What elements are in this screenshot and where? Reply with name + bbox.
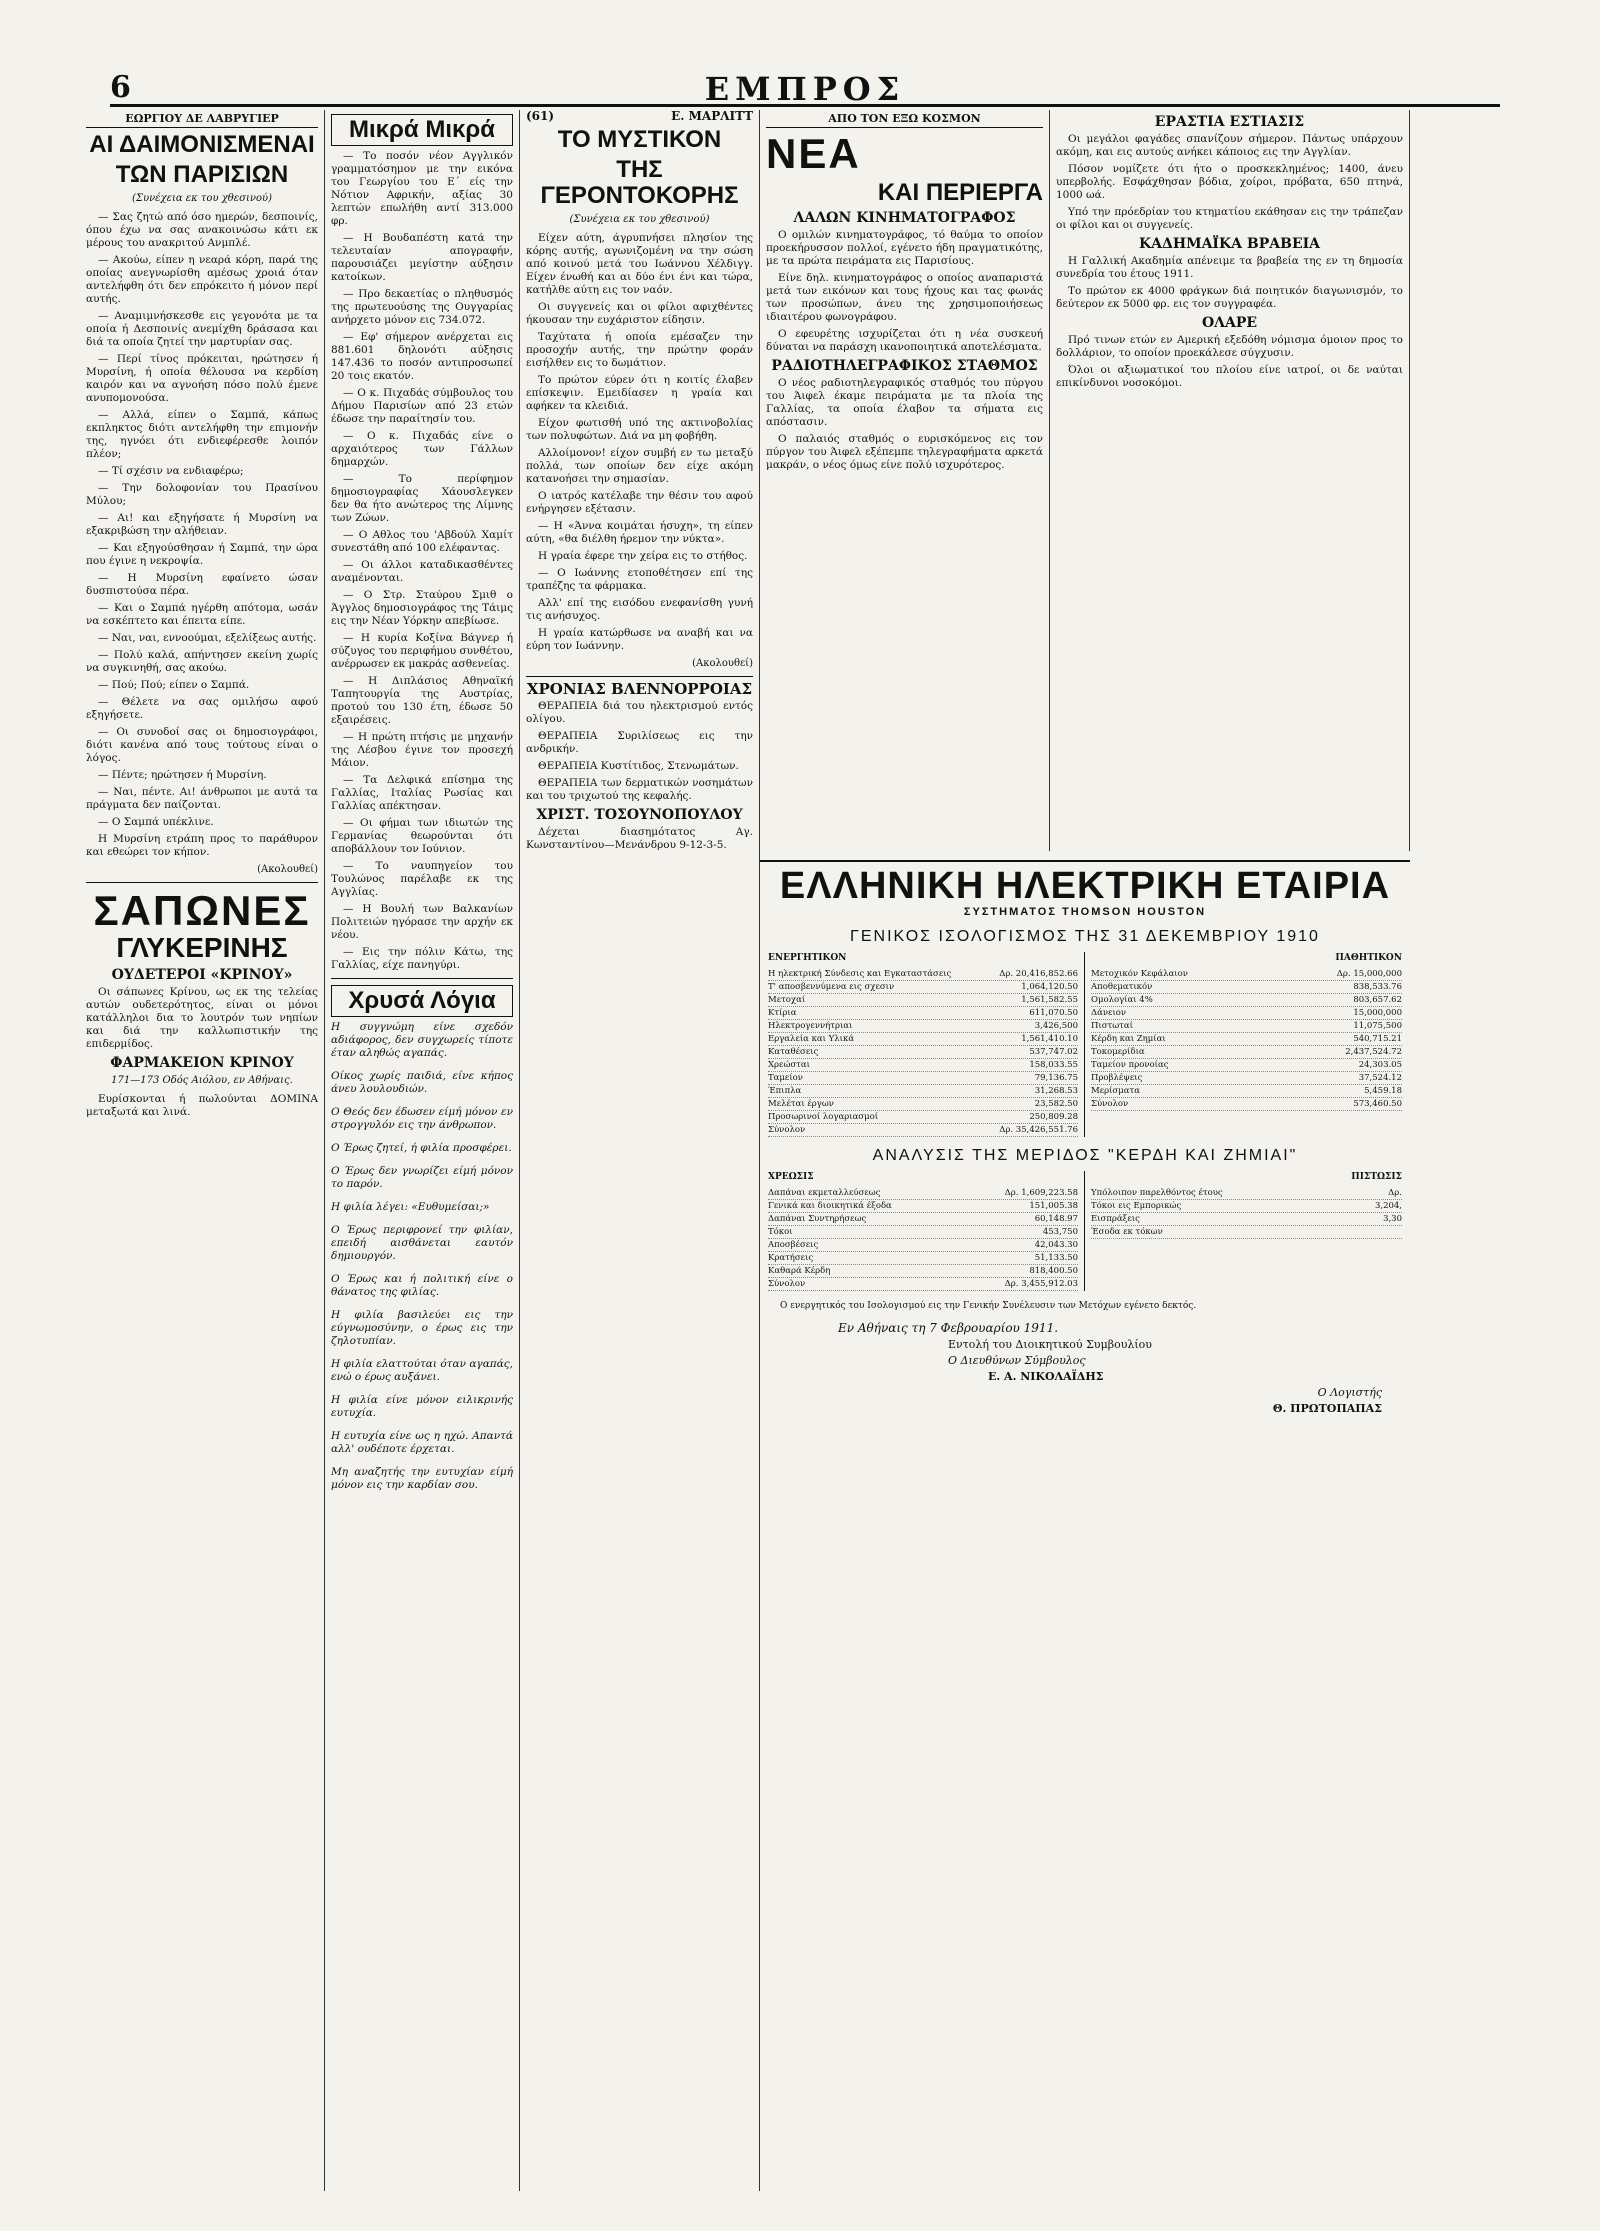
asset-row-value: 250,809.28 <box>1029 1112 1078 1122</box>
balance-table <box>768 952 1402 1137</box>
liability-row-value: Δρ. 15,000,000 <box>1336 969 1402 979</box>
serial-paragraph: — Οι συνοδοί σας οι δημοσιογράφοι, διότι κανένα από τους τούτους είναι ο λόγος. <box>86 726 318 764</box>
serial-paragraph: Η γραία έφερε την χείρα εις το στήθος. <box>538 550 748 562</box>
short-news-item: — Η πρώτη πτήσις με μηχανήν της Λέσβου έγινε τον προσεχή Μάιον. <box>331 731 513 769</box>
serial-paragraph: — Την δολοφονίαν του Πρασίνου Μύλου; <box>86 482 318 507</box>
serial-paragraph: — Πολύ καλά, απήντησεν εκείνη χωρίς να συγκινηθή, σας ακούω. <box>86 649 318 674</box>
liability-row-label: Μερίσματα <box>1091 1086 1140 1096</box>
asset-row-value: 1,561,582.55 <box>1021 995 1078 1005</box>
column-serial-marlitt <box>520 110 760 2191</box>
serial-number: (61) <box>526 110 555 123</box>
managing-director-name: Ε. Α. ΝΙΚΟΛΑΪΔΗΣ <box>988 1370 1104 1383</box>
serial-paragraph: Οι συγγενείς και οι φίλοι αφιχθέντες ήκουσαν την ευχάριστον είδησιν. <box>526 301 753 326</box>
serial-paragraph: — Αναμιμνήσκεσθε εις γεγονότα με τα οποία ή Δεσποινίς ανεμίχθη δράσασα και διά τα οποία ζητεί την μαρτυρίαν σας. <box>86 310 318 348</box>
liability-row-value: 540,715.21 <box>1353 1034 1402 1044</box>
debit-row-label: Γενικά και διοικητικά έξοδα <box>768 1201 892 1211</box>
serial-paragraph: — Τί σχέσιν να ενδιαφέρω; <box>98 465 244 477</box>
credit-row <box>1091 1187 1402 1200</box>
asset-row-value: 1,064,120.50 <box>1021 982 1078 992</box>
academy-paragraph: Το πρώτον εκ 4000 φράγκων διά ποιητικόν διαγωνισμόν, το δεύτερον εκ 5000 φρ. εις τον συγγραφέα. <box>1056 285 1403 310</box>
asset-row-label: Εργαλεία και Υλικά <box>768 1034 855 1044</box>
dollar-body <box>1056 334 1403 390</box>
debit-row-label: Δαπάναι Συντηρήσεως <box>768 1214 867 1224</box>
short-news-item: — Εις την πόλιν Κάτω, της Γαλλίας, είχε πανηγύρι. <box>331 946 513 971</box>
debits-list <box>768 1187 1078 1291</box>
debit-row-value: 42,043.30 <box>1034 1240 1078 1250</box>
serial-paragraph: — Ακούω, είπεν η νεαρά κόρη, παρά της οποίας ανεγνωρίσθη αμέσως χροιά όταν αντελήφθη ότι δεν επρόκειτο ή μόνον περί αυτής. <box>86 254 318 305</box>
section-kicker: ΑΠΟ ΤΟΝ ΕΞΩ ΚΟΣΜΟΝ <box>766 110 1043 128</box>
golden-saying: Ο Έρως και ή πολιτική είνε ο θάνατος της φιλίας. <box>331 1273 513 1298</box>
liability-row-value: 838,533.76 <box>1353 982 1402 992</box>
column-news-curious <box>760 110 1050 851</box>
asset-row-value: 537,747.02 <box>1029 1047 1078 1057</box>
asset-row <box>768 1046 1078 1059</box>
liability-row-label: Μετοχικόν Κεφάλαιον <box>1091 969 1188 979</box>
serial-paragraph: — Ο Σαμπά υπέκλινε. <box>98 816 214 828</box>
ad-medical-item: ΘΕΡΑΠΕΙΑ Κυστίτιδος, Στενωμάτων. <box>538 760 739 772</box>
debit-row-value: 151,005.38 <box>1029 1201 1078 1211</box>
credit-row-label: Υπόλοιπον παρελθόντος έτους <box>1091 1188 1223 1198</box>
radio-body <box>766 377 1043 472</box>
asset-row <box>768 1085 1078 1098</box>
short-news-title: Μικρά Μικρά <box>331 114 513 146</box>
board-mandate: Εντολή του Διοικητικού Συμβουλίου <box>948 1338 1152 1351</box>
serial-paragraph: — Και ο Σαμπά ηγέρθη απότομα, ωσάν να εσκέπτετο και έπειτα είπε. <box>86 602 318 627</box>
debit-row <box>768 1213 1078 1226</box>
newspaper-name: ΕΜΠΡΟΣ <box>704 70 906 108</box>
credit-row <box>1091 1213 1402 1226</box>
golden-saying: Ο Έρως περιφρονεί την φιλίαν, επειδή αισθάνεται εαυτόν δημιουργόν. <box>331 1224 513 1262</box>
asset-row-value: Δρ. 20,416,852.66 <box>999 969 1078 979</box>
asset-row <box>768 1059 1078 1072</box>
golden-saying: Η φιλία ελαττούται όταν αγαπάς, ενώ ο έρως αυξάνει. <box>331 1358 513 1383</box>
serial-paragraph: — Θέλετε να σας ομιλήσω αφού εξηγήσετε. <box>86 696 318 721</box>
asset-row-label: Σύνολον <box>768 1125 806 1135</box>
ad-pharmacy: ΦΑΡΜΑΚΕΙΟΝ ΚΡΙΝΟΥ <box>110 1055 294 1071</box>
liability-row-label: Δάνειον <box>1091 1008 1127 1018</box>
continuation-note: (Συνέχεια εκ του χθεσινού) <box>569 214 710 225</box>
serial-paragraph: Η γραία κατώρθωσε να αναβή και να εύρη τον Ιωάννην. <box>526 627 753 652</box>
ad-doctor-name: ΧΡΙΣΤ. ΤΟΣΟΥΝΟΠΟΥΛΟΥ <box>536 807 743 823</box>
academy-paragraph: Η Γαλλική Ακαδημία απένειμε τα βραβεία της εν τη δημοσία συνεδρία του έτους 1911. <box>1056 255 1403 280</box>
asset-row-value: 158,033.55 <box>1029 1060 1078 1070</box>
balance-title: ΓΕΝΙΚΟΣ ΙΣΟΛΟΓΙΣΜΟΣ ΤΗΣ 31 ΔΕΚΕΜΒΡΙΟΥ 1910 <box>850 928 1320 945</box>
feast-paragraph: Οι μεγάλοι φαγάδες σπανίζουν σήμερον. Πάντως υπάρχουν ακόμη, και εις αυτούς ανήκει κάποιος εις την Αγγλίαν. <box>1056 133 1403 158</box>
liability-row <box>1091 1033 1402 1046</box>
short-news-item: — Το ναυπηγείον του Τουλώνος παρέλαβε εκ της Αγγλίας. <box>331 860 513 898</box>
profit-loss-table <box>768 1171 1402 1291</box>
serial-title-2: ΤΩΝ ΠΑΡΙΣΙΩΝ <box>115 161 289 188</box>
golden-saying: Ο Θεός δεν έδωσεν είμή μόνον εν στρογγυλόν εις την άνθρωπον. <box>331 1106 513 1131</box>
short-news-item: — Η κυρία Κοξίνα Βάγνερ ή σύζυγος του περιφήμου συνθέτου, ανέρρωσεν εκ μακράς ασθενείας. <box>331 632 513 670</box>
assets-heading: ΕΝΕΡΓΗΤΙΚΟΝ <box>768 953 847 963</box>
liability-row-label: Ταμείον προνοίας <box>1091 1060 1169 1070</box>
liability-row <box>1091 994 1402 1007</box>
company-name: ΕΛΛΗΝΙΚΗ ΗΛΕΚΤΡΙΚΗ ΕΤΑΙΡΙΑ <box>779 865 1391 907</box>
debit-row-label: Τόκοι <box>768 1227 793 1237</box>
short-news-item: — Ο Στρ. Σταύρου Σμιθ ο Άγγλος δημοσιογράφος της Τάιμς εις την Νέαν Υόρκην απεβίωσε. <box>331 589 513 627</box>
author-kicker: ΕΩΡΓΙΟΥ ΔΕ ΛΑΒΡΥΓΙΕΡ <box>86 110 318 128</box>
liability-row-label: Τοκομερίδια <box>1091 1047 1145 1057</box>
golden-words-title: Χρυσά Λόγια <box>331 985 513 1017</box>
liability-row <box>1091 1007 1402 1020</box>
asset-row <box>768 1020 1078 1033</box>
liability-row-value: 11,075,500 <box>1353 1021 1402 1031</box>
cinema-body <box>766 229 1043 354</box>
golden-saying: Η ευτυχία είνε ως η ηχώ. Απαντά αλλ' ουδέποτε έρχεται. <box>331 1430 513 1455</box>
golden-saying: Η φιλία βασιλεύει εις την εύγνωμοσύνην, ο έρως εις την ζηλοτυπίαν. <box>331 1309 513 1347</box>
liability-row-label: Προβλέψεις <box>1091 1073 1143 1083</box>
short-news-item: — Οι φήμαι των ιδιωτών της Γερμανίας θεωρούνται ότι αποβάλλουν τον Ιούνιον. <box>331 817 513 855</box>
asset-row-label: Έπιπλα <box>768 1086 802 1096</box>
company-balance-sheet <box>760 860 1410 2190</box>
debit-row-label: Αποσβέσεις <box>768 1240 819 1250</box>
to-be-continued: (Ακολουθεί) <box>257 864 318 875</box>
serial-paragraph: — Ναι, πέντε. Αι! άνθρωποι με αυτά τα πράγματα δεν παίζονται. <box>86 786 318 811</box>
golden-saying: Η συγγνώμη είνε σχεδόν αδιάφορος, δεν συγχωρείς τίποτε έταν αληθώς αγαπάς. <box>331 1021 513 1059</box>
serial-paragraph: — Αλλά, είπεν ο Σαμπά, κάπως εκπληκτος διότι αντελήφθη την επιμονήν της, ηγνόει ότι ενδιεφέρεσθε λοιπόν πλέον; <box>86 409 318 460</box>
column-short-news <box>325 110 520 2191</box>
accountant-title: Ο Λογιστής <box>1317 1386 1382 1399</box>
short-news-item: — Τα Δελφικά επίσημα της Γαλλίας, Ιταλίας Ρωσίας και Γαλλίας απέκτησαν. <box>331 774 513 812</box>
credit-row-value: 3,204, <box>1374 1201 1402 1211</box>
assets-list <box>768 968 1078 1137</box>
liability-row <box>1091 1098 1402 1111</box>
short-news-item: — Ο Αθλος του 'Αβδούλ Χαμίτ συνεστάθη από 100 ελέφαντας. <box>331 529 513 554</box>
feast-title: ΕΡΑΣΤΙΑ ΕΣΤΙΑΣΙΣ <box>1154 114 1305 130</box>
credits-list <box>1091 1187 1402 1239</box>
debit-row-label: Σύνολον <box>768 1279 806 1289</box>
serial-paragraph: — Η «Άννα κοιμάται ήσυχη», τη είπεν αύτη, «θα διέλθη ήρεμον την νύκτα». <box>526 520 753 545</box>
serial-paragraph: — Περί τίνος πρόκειται, ηρώτησεν ή Μυρσίνη, ή οποία θέλουσα να κερδίση καιρόν και να αγνοήση πόσο πολύ έμενε ανυπομονούσα. <box>86 353 318 404</box>
liability-row-value: 573,460.50 <box>1353 1099 1402 1109</box>
ad-glycerin-title: ΓΛΥΚΕΡΙΝΗΣ <box>116 932 288 963</box>
asset-row <box>768 1111 1078 1124</box>
liability-row <box>1091 1046 1402 1059</box>
page-number: 6 <box>110 70 131 105</box>
liability-row-value: 24,303.05 <box>1358 1060 1402 1070</box>
accountant-name: Θ. ΠΡΩΤΟΠΑΠΑΣ <box>1272 1402 1382 1415</box>
golden-saying: Η φιλία είνε μόνον ειλικρινής ευτυχία. <box>331 1394 513 1419</box>
company-system: ΣΥΣΤΗΜΑΤΟΣ THOMSON HOUSTON <box>963 906 1207 918</box>
debit-row <box>768 1239 1078 1252</box>
debit-row-value: 453,750 <box>1042 1227 1078 1237</box>
academy-title: ΚΑΔΗΜΑΪΚΑ ΒΡΑΒΕΙΑ <box>1138 236 1321 252</box>
liability-row <box>1091 1059 1402 1072</box>
asset-row-label: Τ' αποσβεννύμενα εις σχεσιν <box>768 982 895 992</box>
debit-row-value: 51,133.50 <box>1034 1253 1078 1263</box>
serial-paragraph: — Η Μυρσίνη εφαίνετο ώσαν δυσπιστούσα πέρα. <box>86 572 318 597</box>
debit-row <box>768 1265 1078 1278</box>
liability-row-value: 5,459.18 <box>1364 1086 1402 1096</box>
ad-bottom: Ευρίσκονται ή πωλούνται ΔΟΜΙΝΑ μεταξωτά και λινά. <box>86 1093 318 1118</box>
liability-row <box>1091 968 1402 981</box>
credit-row <box>1091 1200 1402 1213</box>
serial-paragraph: — Ο Ιωάννης ετοποθέτησεν επί της τραπέζης τα φάρμακα. <box>526 567 753 592</box>
asset-row-value: 3,426,500 <box>1034 1021 1078 1031</box>
continuation-note: (Συνέχεια εκ του χθεσινού) <box>132 193 272 204</box>
issue-date: Εν Αθήναις τη 7 Φεβρουαρίου 1911. <box>838 1321 1059 1335</box>
short-news-item: — Η Βουλή των Βαλκανίων Πολιτειών ηγόρασε την αρχήν εκ νέου. <box>331 903 513 941</box>
credit-row-label: Τόκοι εις Εμπορικώς <box>1091 1201 1182 1211</box>
short-news-item: — Η Διπλάσιος Αθηναϊκή Ταπητουργία της Αυστρίας, προτού του 130 έτη, έδωσε 50 εξαιρέσεις. <box>331 675 513 726</box>
credit-row-value: Δρ. <box>1388 1188 1402 1198</box>
debit-row-label: Κρατήσεις <box>768 1253 814 1263</box>
asset-row <box>768 981 1078 994</box>
golden-words-list <box>331 1021 513 1492</box>
golden-saying: Ο Έρως ζητεί, ή φιλία προσφέρει. <box>331 1142 512 1154</box>
serial-paragraph: — Πέντε; ηρώτησεν ή Μυρσίνη. <box>98 769 267 781</box>
asset-row-label: Προσωρινοί λογαριασμοί <box>768 1112 879 1122</box>
ad-medical-item: ΘΕΡΑΠΕΙΑ διά του ηλεκτρισμού εντός ολίγου. <box>526 700 753 725</box>
serial-paragraph: — Σας ζητώ από όσο ημερών, δεσποινίς, όπου έχω να σας ανακοινώσω κάτι εκ μέρους του ανακριτού Ανμπλέ. <box>86 211 318 249</box>
serial-body <box>86 211 318 859</box>
radio-paragraph: Ο παλαιός σταθμός ο ευρισκόμενος εις τον πύργον του Άιφελ εξέπεμπε τηλεγραφήματα αρκετά μακράν, ο νέος όμως είνε πολύ ισχυρότερος. <box>766 433 1043 471</box>
liability-row-label: Κέρδη και Ζημίαι <box>1091 1034 1166 1044</box>
asset-row-label: Η ηλεκτρική Σύνδεσις και Εγκαταστάσεις <box>768 969 952 979</box>
serial-author: Ε. ΜΑΡΛΙΤΤ <box>671 110 753 123</box>
cinema-title: ΛΑΛΩΝ ΚΙΝΗΜΑΤΟΓΡΑΦΟΣ <box>793 210 1016 226</box>
asset-row-label: Ηλεκτρογεννήτριαι <box>768 1021 853 1031</box>
feast-paragraph: Πόσον νομίζετε ότι ήτο ο προσκεκλημένος; 1400, άνευ υπερβολής. Εσφάχθησαν βόδια, χοίροι, πρόβατα, 650 πτηνά, 1000 ωά. <box>1056 163 1403 201</box>
to-be-continued: (Ακολουθεί) <box>692 658 753 669</box>
asset-row-label: Μελέται έργων <box>768 1099 834 1109</box>
liabilities-heading: ΠΑΘΗΤΙΚΟΝ <box>1335 953 1402 963</box>
ad-soaps-title: ΣΑΠΩΝΕΣ <box>93 887 311 934</box>
cinema-paragraph: Είνε δηλ. κινηματογράφος ο οποίος αναπαριστά μετά των εικόνων και τους ήχους και τας φωνάς των προσώπων, άνευ της χρησιμοποιήσεως ιδιαιτέρου φωνογράφου. <box>766 272 1043 323</box>
debit-row-value: 818,400.50 <box>1029 1266 1078 1276</box>
debit-row <box>768 1200 1078 1213</box>
academy-body <box>1056 255 1403 311</box>
liability-row-value: 37,524.12 <box>1358 1073 1402 1083</box>
asset-row-value: 79,136.75 <box>1034 1073 1078 1083</box>
credit-row-value <box>1398 1226 1402 1238</box>
serial-paragraph: — Πού; Πού; είπεν ο Σαμπά. <box>98 679 250 691</box>
asset-row-label: Μετοχαί <box>768 995 806 1005</box>
liability-row-label: Αποθεματικόν <box>1091 982 1153 992</box>
asset-row-value: 31,268.53 <box>1034 1086 1078 1096</box>
serial-paragraph: Αλλοίμονον! είχον συμβή εν τω μεταξύ πολλά, των οποίων δεν είχε ακόμη κατανοήσει την σημασίαν. <box>526 447 753 485</box>
serial-paragraph: Είχον φωτισθή υπό της ακτινοβολίας των πολυφώτων. Διά να μη φοβήθη. <box>526 417 753 442</box>
liability-row <box>1091 1072 1402 1085</box>
radio-paragraph: Ο νέος ραδιοτηλεγραφικός σταθμός του πύργου του Άιφελ έκαμε πειράματα με τα πλοία της Γαλλίας, τα οποία έλαβον τα σήματα εις απόστασιν. <box>766 377 1043 428</box>
asset-row <box>768 1072 1078 1085</box>
debit-row <box>768 1252 1078 1265</box>
feast-body <box>1056 133 1403 232</box>
golden-saying: Ο Έρως δεν γνωρίζει είμή μόνον το παρόν. <box>331 1165 513 1190</box>
asset-row-value: 1,561,410.10 <box>1021 1034 1078 1044</box>
liability-row-label: Πιστωταί <box>1091 1021 1133 1031</box>
signature-block <box>948 1337 1402 1417</box>
asset-row-value: 611,070.50 <box>1029 1008 1078 1018</box>
serial-paragraph: Ταχύτατα ή οποία εμέσαζεν την προσοχήν αυτής, την πρώτην φοράν εισήλθεν εις το δωμάτιον. <box>526 331 753 369</box>
debit-row-value: Δρ. 3,455,912.03 <box>1004 1279 1078 1289</box>
credit-heading: ΠΙΣΤΩΣΙΣ <box>1351 1172 1402 1182</box>
debit-row <box>768 1226 1078 1239</box>
liability-row-label: Σύνολον <box>1091 1099 1129 1109</box>
serial-title-1: ΑΙ ΔΑΙΜΟΝΙΣΜΕΝΑΙ <box>89 131 315 158</box>
short-news-item: — Εφ' σήμερον ανέρχεται εις 881.601 δηλονότι αύξησις 147.436 το ποσόν αντιπροσωπεί 20 τοις εκατόν. <box>331 331 513 382</box>
serial-paragraph: Το πρώτον εύρεν ότι η κοιτίς έλαβεν επίσκεψιν. Εμειδίασεν η γραία και αφήκεν τα κλειδιά. <box>526 374 753 412</box>
asset-row <box>768 1098 1078 1111</box>
ad-doctor-hours: Δέχεται διασημότατος Αγ. Κωνσταντίνου—Μενάνδρου 9-12-3-5. <box>526 826 753 851</box>
liability-row-value: 803,657.62 <box>1353 995 1402 1005</box>
cinema-paragraph: Ο εφευρέτης ισχυρίζεται ότι η νέα συσκευή δύναται να παράσχη ικανοποιητικά αποτελέσματα. <box>766 328 1043 353</box>
serial-body <box>526 232 753 653</box>
debit-heading: ΧΡΕΩΣΙΣ <box>768 1172 814 1182</box>
debit-row <box>768 1187 1078 1200</box>
debit-row-value: Δρ. 1,609,223.58 <box>1004 1188 1078 1198</box>
credit-row-label: Εισπράξεις <box>1091 1214 1140 1224</box>
ad-address: 171—173 Οδός Αιόλου, εν Αθήναις. <box>111 1075 293 1086</box>
asset-row-label: Χρεώσται <box>768 1060 810 1070</box>
serial-paragraph: Η Μυρσίνη ετράπη προς το παράθυρον και εθεώρει τον κήπον. <box>86 833 318 858</box>
section-title-news: ΝΕΑ <box>766 130 861 177</box>
golden-saying: Μη αναζητής την ευτυχίαν είμή μόνον εις την καρδίαν σου. <box>331 1466 513 1491</box>
liability-row <box>1091 981 1402 994</box>
short-news-body <box>331 150 513 972</box>
ad-medical-item: ΘΕΡΑΠΕΙΑ Συριλίσεως εις την ανδρικήν. <box>526 730 753 755</box>
ad-text: Οι σάπωνες Κρίνου, ως εκ της τελείας αυτών ουδετερότητος, είναι οι μόνοι κατάλληλοι δια το λουτρόν των νηπίων και διά την καλλωπιστικήν της επιδερμίδος. <box>86 986 318 1050</box>
liability-row-value: 15,000,000 <box>1353 1008 1402 1018</box>
liabilities-list <box>1091 968 1402 1111</box>
serial-title-spinster: ΤΗΣ ΓΕΡΟΝΤΟΚΟΡΗΣ <box>540 156 739 209</box>
credit-row-value: 3,30 <box>1383 1214 1402 1224</box>
short-news-item: — Ο κ. Πιχαδάς σύμβουλος του Δήμου Παρισίων από 23 ετών έδωσε την παραίτησίν του. <box>331 387 513 425</box>
short-news-item: — Το περίφημον δημοσιογραφίας Χάουσλεγκεν δεν θα ήτο ανώτερος της Λίμνης των Ζώων. <box>331 473 513 524</box>
asset-row-label: Καταθέσεις <box>768 1047 819 1057</box>
short-news-item: — Οι άλλοι καταδικασθέντες αναμένονται. <box>331 559 513 584</box>
debit-row <box>768 1278 1078 1291</box>
dollar-title: ΟΛΑΡΕ <box>1201 315 1258 331</box>
short-news-item: — Η Βουδαπέστη κατά την τελευταίαν απογραφήν, παρουσιάζει μεγίστην αύξησιν κατοίκων. <box>331 232 513 283</box>
ad-neutral-lily: ΟΥΔΕΤΕΡΟΙ «ΚΡΙΝΟΥ» <box>111 967 293 983</box>
debit-row-label: Καθαρά Κέρδη <box>768 1266 831 1276</box>
asset-row <box>768 968 1078 981</box>
short-news-item: — Ο κ. Πιχαδάς είνε ο αρχαιότερος των Γάλλων δημαρχών. <box>331 430 513 468</box>
credit-row <box>1091 1226 1402 1239</box>
ad-medical-items <box>526 700 753 803</box>
golden-saying: Η φιλία λέγει: «Ευθυμείσαι;» <box>331 1201 490 1213</box>
feast-paragraph: Υπό την πρόεδρίαν του κτηματίου εκάθησαν εις την τράπεζαν οι φίλοι και οι συγγενείς. <box>1056 206 1403 231</box>
ad-medical-item: ΘΕΡΑΠΕΙΑ των δερματικών νοσημάτων και του τριχωτού της κεφαλής. <box>526 777 753 802</box>
serial-paragraph: Ο ιατρός κατέλαβε την θέσιν του αφού ενήργησεν εξέτασιν. <box>526 490 753 515</box>
serial-title-mystery: ΤΟ ΜΥΣΤΙΚΟΝ <box>557 126 722 153</box>
credit-row-label: Έσοδα εκ τόκων <box>1091 1227 1163 1237</box>
column-serial-paris <box>80 110 325 2191</box>
radio-title: ΡΑΔΙΟΤΗΛΕΓΡΑΦΙΚΟΣ ΣΤΑΘΜΟΣ <box>771 358 1038 374</box>
short-news-item: — Το ποσόν νέον Αγγλικόν γραμματόσημον με την εικόνα του Γεωργίου του Ε΄ είς την Νότιον Αφρικήν, αξίας 30 λεπτών επωλήθη αντί 313.000 φρ. <box>331 150 513 227</box>
liability-row <box>1091 1085 1402 1098</box>
serial-paragraph: — Και εξηγούσθησαν ή Σαμπά, την ώρα που έγινε η νεκροψία. <box>86 542 318 567</box>
approval-note: Ο ενεργητικός του Ισολογισμού εις την Γενικήν Συνέλευσιν των Μετόχων εγένετο δεκτός. <box>780 1301 1197 1311</box>
masthead <box>110 70 1500 107</box>
serial-paragraph: Είχεν αύτη, άγρυπνήσει πλησίον της κόρης αυτής, αγωνιζομένη να την σώση από κοινού μετά του Ιωάννου Χέλδιγγ. Είχεν ένωθή και αι δύο ένι ένι και τώρα, κατήλθε αύτη εις τον ναόν. <box>526 232 753 296</box>
cinema-paragraph: Ο ομιλών κινηματογράφος, τό θαύμα το οποίον προεκήρυσσον πολλοί, εγένετο ήδη πραγματικότης, με τα πρώτα πειράματα εις Παρισίους. <box>766 229 1043 267</box>
golden-saying: Οίκος χωρίς παιδιά, είνε κήπος άνευ λουλουδιών. <box>331 1070 513 1095</box>
asset-row-value: Δρ. 35,426,551.76 <box>999 1125 1078 1135</box>
asset-row <box>768 1007 1078 1020</box>
managing-director-title: Ο Διευθύνων Σύμβουλος <box>948 1354 1086 1367</box>
asset-row-value: 23,582.50 <box>1034 1099 1078 1109</box>
dollar-paragraph: Πρό τινων ετών εν Αμερική εξεδόθη νόμισμα όμοιον προς το δολλάριον, το οποίον προεκάλεσε σύγχυσιν. <box>1056 334 1403 359</box>
debit-row-label: Δαπάναι εκμεταλλεύσεως <box>768 1188 881 1198</box>
liability-row <box>1091 1020 1402 1033</box>
column-misc <box>1050 110 1410 851</box>
serial-paragraph: — Ναι, ναι, εννοούμαι, εξελίξεως αυτής. <box>98 632 317 644</box>
ad-medical-title: ΧΡΟΝΙΑΣ ΒΛΕΝΝΟΡΡΟΙΑΣ <box>526 680 753 698</box>
serial-paragraph: Αλλ' επί της εισόδου ενεφανίσθη γυνή τις ανήσυχος. <box>526 597 753 622</box>
asset-row <box>768 994 1078 1007</box>
section-title-curious: ΚΑΙ ΠΕΡΙΕΡΓΑ <box>877 179 1043 206</box>
asset-row <box>768 1033 1078 1046</box>
serial-paragraph: — Αι! και εξηγήσατε ή Μυρσίνη να εξακριβώση την αλήθειαν. <box>86 512 318 537</box>
profit-loss-title: ΑΝΑΛΥΣΙΣ ΤΗΣ ΜΕΡΙΔΟΣ "ΚΕΡΔΗ ΚΑΙ ΖΗΜΙΑΙ" <box>872 1147 1298 1164</box>
debit-row-value: 60,148.97 <box>1034 1214 1078 1224</box>
liability-row-label: Ομολογίαι 4% <box>1091 995 1153 1005</box>
asset-row <box>768 1124 1078 1137</box>
asset-row-label: Ταμείον <box>768 1073 803 1083</box>
dollar-paragraph: Όλοι οι αξιωματικοί του πλοίου είνε ιατροί, οι δε ναύται επικίνδυνοι νοσοκόμοι. <box>1056 364 1403 389</box>
asset-row-label: Κτίρια <box>768 1008 797 1018</box>
short-news-item: — Προ δεκαετίας ο πληθυσμός της πρωτευούσης της Ουγγαρίας ανήρχετο μόνον εις 734.072. <box>331 288 513 326</box>
liability-row-value: 2,437,524.72 <box>1345 1047 1402 1057</box>
